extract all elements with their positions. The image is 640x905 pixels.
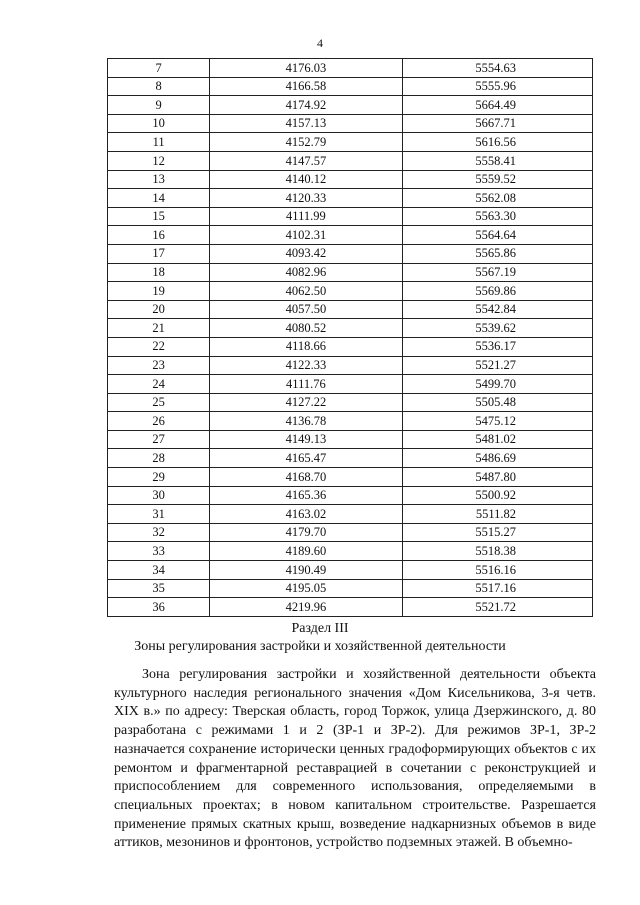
body-paragraph: Зона регулирования застройки и хозяйственной деятельности объекта культурного наследия регионального значения «Дом Кисельникова, 3-я четв. XIX в.» по адресу: Тверская область, город Торжок, улица Дзержинского, д. 80 разработана с режимами 1 и 2 (ЗР-1 и ЗР-2). Для режимов ЗР-1, ЗР-2 назначается сохранение исторически ценных градоформирующих объектов с их ремонтом и фрагментарной реставрацией в сочетании с реконструкцией и приспособлением для современного использования, определяемыми в специальных проектах; в новом капитальном строительстве. Разрешается применение прямых скатных крыш, возведение надкарнизных объемов в виде аттиков, мезонинов и фронтонов, устройство подземных этажей. В объемно- xyxy=(114,667,596,851)
x-coordinate-cell: 4174.92 xyxy=(210,96,402,115)
x-coordinate-cell: 4127.22 xyxy=(210,393,402,412)
x-coordinate-cell: 4166.58 xyxy=(210,77,402,96)
x-coordinate-cell: 4102.31 xyxy=(210,226,402,245)
y-coordinate-cell: 5486.69 xyxy=(402,449,592,468)
point-number-cell: 18 xyxy=(108,263,210,282)
x-coordinate-cell: 4147.57 xyxy=(210,151,402,170)
table-row xyxy=(108,170,593,189)
y-coordinate-cell: 5500.92 xyxy=(402,486,592,505)
x-coordinate-cell: 4163.02 xyxy=(210,505,402,524)
table-row xyxy=(108,505,593,524)
x-coordinate-cell: 4176.03 xyxy=(210,59,402,78)
y-coordinate-cell: 5475.12 xyxy=(402,412,592,431)
y-coordinate-cell: 5511.82 xyxy=(402,505,592,524)
table-row xyxy=(108,523,593,542)
y-coordinate-cell: 5559.52 xyxy=(402,170,592,189)
table-row xyxy=(108,114,593,133)
x-coordinate-cell: 4080.52 xyxy=(210,319,402,338)
point-number-cell: 16 xyxy=(108,226,210,245)
y-coordinate-cell: 5518.38 xyxy=(402,542,592,561)
point-number-cell: 23 xyxy=(108,356,210,375)
x-coordinate-cell: 4189.60 xyxy=(210,542,402,561)
x-coordinate-cell: 4122.33 xyxy=(210,356,402,375)
table-row xyxy=(108,133,593,152)
table-row xyxy=(108,337,593,356)
point-number-cell: 11 xyxy=(108,133,210,152)
y-coordinate-cell: 5664.49 xyxy=(402,96,592,115)
y-coordinate-cell: 5555.96 xyxy=(402,77,592,96)
y-coordinate-cell: 5569.86 xyxy=(402,282,592,301)
table-row xyxy=(108,77,593,96)
y-coordinate-cell: 5567.19 xyxy=(402,263,592,282)
table-row xyxy=(108,375,593,394)
table-row xyxy=(108,300,593,319)
y-coordinate-cell: 5521.27 xyxy=(402,356,592,375)
table-row xyxy=(108,579,593,598)
y-coordinate-cell: 5563.30 xyxy=(402,207,592,226)
y-coordinate-cell: 5517.16 xyxy=(402,579,592,598)
table-row xyxy=(108,598,593,617)
y-coordinate-cell: 5562.08 xyxy=(402,189,592,208)
point-number-cell: 15 xyxy=(108,207,210,226)
x-coordinate-cell: 4190.49 xyxy=(210,561,402,580)
point-number-cell: 28 xyxy=(108,449,210,468)
table-row xyxy=(108,226,593,245)
point-number-cell: 25 xyxy=(108,393,210,412)
y-coordinate-cell: 5499.70 xyxy=(402,375,592,394)
table-row xyxy=(108,412,593,431)
x-coordinate-cell: 4111.76 xyxy=(210,375,402,394)
table-row xyxy=(108,59,593,78)
table-row xyxy=(108,561,593,580)
x-coordinate-cell: 4179.70 xyxy=(210,523,402,542)
point-number-cell: 34 xyxy=(108,561,210,580)
point-number-cell: 27 xyxy=(108,430,210,449)
table-row xyxy=(108,151,593,170)
y-coordinate-cell: 5542.84 xyxy=(402,300,592,319)
table-row xyxy=(108,393,593,412)
section-title: Раздел III xyxy=(291,621,349,636)
y-coordinate-cell: 5521.72 xyxy=(402,598,592,617)
table-row xyxy=(108,430,593,449)
y-coordinate-cell: 5515.27 xyxy=(402,523,592,542)
x-coordinate-cell: 4082.96 xyxy=(210,263,402,282)
y-coordinate-cell: 5616.56 xyxy=(402,133,592,152)
table-row xyxy=(108,449,593,468)
x-coordinate-cell: 4149.13 xyxy=(210,430,402,449)
x-coordinate-cell: 4219.96 xyxy=(210,598,402,617)
coordinates-table-body xyxy=(108,59,593,617)
y-coordinate-cell: 5505.48 xyxy=(402,393,592,412)
y-coordinate-cell: 5536.17 xyxy=(402,337,592,356)
point-number-cell: 20 xyxy=(108,300,210,319)
point-number-cell: 9 xyxy=(108,96,210,115)
x-coordinate-cell: 4195.05 xyxy=(210,579,402,598)
x-coordinate-cell: 4140.12 xyxy=(210,170,402,189)
point-number-cell: 36 xyxy=(108,598,210,617)
table-row xyxy=(108,189,593,208)
x-coordinate-cell: 4118.66 xyxy=(210,337,402,356)
point-number-cell: 31 xyxy=(108,505,210,524)
point-number-cell: 26 xyxy=(108,412,210,431)
x-coordinate-cell: 4136.78 xyxy=(210,412,402,431)
y-coordinate-cell: 5516.16 xyxy=(402,561,592,580)
point-number-cell: 17 xyxy=(108,244,210,263)
x-coordinate-cell: 4120.33 xyxy=(210,189,402,208)
point-number-cell: 32 xyxy=(108,523,210,542)
point-number-cell: 35 xyxy=(108,579,210,598)
point-number-cell: 12 xyxy=(108,151,210,170)
point-number-cell: 21 xyxy=(108,319,210,338)
y-coordinate-cell: 5558.41 xyxy=(402,151,592,170)
table-row xyxy=(108,263,593,282)
x-coordinate-cell: 4062.50 xyxy=(210,282,402,301)
y-coordinate-cell: 5539.62 xyxy=(402,319,592,338)
point-number-cell: 8 xyxy=(108,77,210,96)
point-number-cell: 24 xyxy=(108,375,210,394)
x-coordinate-cell: 4057.50 xyxy=(210,300,402,319)
point-number-cell: 10 xyxy=(108,114,210,133)
x-coordinate-cell: 4093.42 xyxy=(210,244,402,263)
x-coordinate-cell: 4111.99 xyxy=(210,207,402,226)
table-row xyxy=(108,319,593,338)
y-coordinate-cell: 5554.63 xyxy=(402,59,592,78)
x-coordinate-cell: 4165.36 xyxy=(210,486,402,505)
section-subtitle: Зоны регулирования застройки и хозяйственной деятельности xyxy=(134,639,506,654)
table-row xyxy=(108,244,593,263)
page-number: 4 xyxy=(317,36,323,50)
table-row xyxy=(108,542,593,561)
point-number-cell: 7 xyxy=(108,59,210,78)
table-row xyxy=(108,207,593,226)
point-number-cell: 22 xyxy=(108,337,210,356)
x-coordinate-cell: 4152.79 xyxy=(210,133,402,152)
y-coordinate-cell: 5564.64 xyxy=(402,226,592,245)
x-coordinate-cell: 4168.70 xyxy=(210,468,402,487)
point-number-cell: 19 xyxy=(108,282,210,301)
point-number-cell: 14 xyxy=(108,189,210,208)
point-number-cell: 29 xyxy=(108,468,210,487)
point-number-cell: 33 xyxy=(108,542,210,561)
y-coordinate-cell: 5481.02 xyxy=(402,430,592,449)
x-coordinate-cell: 4157.13 xyxy=(210,114,402,133)
x-coordinate-cell: 4165.47 xyxy=(210,449,402,468)
point-number-cell: 13 xyxy=(108,170,210,189)
table-row xyxy=(108,356,593,375)
table-row xyxy=(108,486,593,505)
table-row xyxy=(108,282,593,301)
y-coordinate-cell: 5565.86 xyxy=(402,244,592,263)
table-row xyxy=(108,468,593,487)
point-number-cell: 30 xyxy=(108,486,210,505)
table-row xyxy=(108,96,593,115)
coordinates-table xyxy=(107,58,593,617)
y-coordinate-cell: 5667.71 xyxy=(402,114,592,133)
y-coordinate-cell: 5487.80 xyxy=(402,468,592,487)
